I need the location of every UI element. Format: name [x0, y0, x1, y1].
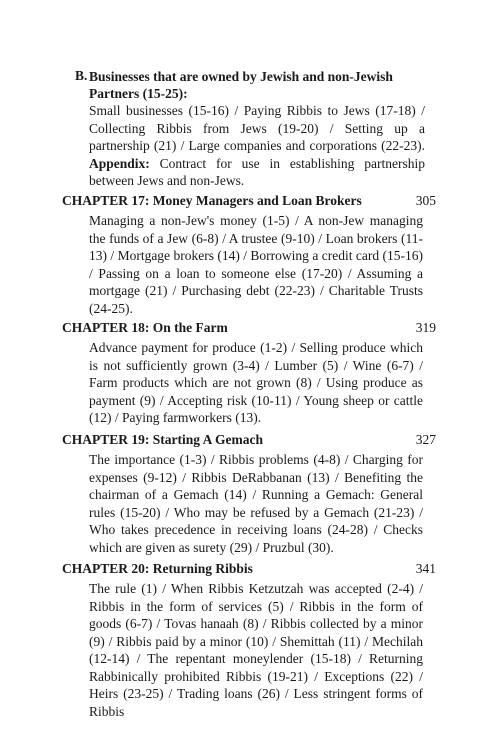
chapter-page-number: 319 [415, 320, 436, 335]
chapter-title: CHAPTER 20: Returning Ribbis [62, 561, 253, 576]
chapter-title: CHAPTER 17: Money Managers and Loan Brokers [62, 193, 362, 208]
chapter-contents: Advance payment for produce (1-2) / Selling produce which is not sufficiently grown (3-4) / Lumber (5) / Wine (6-7) / Farm products which are not grown (8) / Using produce as payment (9) / Accepting risk (10-11) / Young sheep or cattle (12) / Paying farmworkers (13). [89, 340, 423, 425]
chapter-18-entry [62, 320, 436, 427]
chapter-19-entry [62, 432, 436, 556]
chapter-contents: The rule (1) / When Ribbis Ketzutzah was accepted (2-4) / Ribbis in the form of services (5) / Ribbis in the form of goods (6-7) / Tovas hanaah (8) / Ribbis collected by a minor (9) / Ribbis paid by a minor (10) / Shemittah (11) / Mechilah (12-14) / The repentant moneylender (15-18) / Returning Rabbinically prohibited Ribbis (19-21) / Exceptions (22) / Heirs (23-25) / Trading loans (26) / Less stringent forms of Ribbis [89, 581, 423, 719]
chapter-contents: The importance (1-3) / Ribbis problems (4-8) / Charging for expenses (9-12) / Ribbis DeRabbanan (13) / Benefiting the chairman of a Gemach (14) / Running a Gemach: General rules (15-20) / Who may be refused by a Gemach (21-23) / Who takes precedence in receiving loans (24-28) / Checks which are given as surety (29) / Pruzbul (30). [89, 452, 423, 555]
section-b-letter: B. [75, 68, 88, 83]
section-b-title: Businesses that are owned by Jewish and non-Jewish Partners (15-25): [89, 69, 393, 101]
appendix-label: Appendix: [89, 155, 150, 171]
chapter-title: CHAPTER 18: On the Farm [62, 320, 228, 335]
chapter-17-entry [62, 193, 436, 317]
section-b-body [89, 102, 425, 190]
chapter-page-number: 305 [415, 193, 436, 208]
section-b-text: Small businesses (15-16) / Paying Ribbis to Jews (17-18) / Collecting Ribbis from Jews (19-20) / Setting up a partnership (21) / Large companies and corporations (22-23). [89, 103, 425, 153]
chapter-contents: Managing a non-Jew's money (1-5) / A non-Jew managing the funds of a Jew (6-8) / A trustee (9-10) / Loan brokers (11-13) / Mortgage brokers (14) / Borrowing a credit card (15-16) / Passing on a loan to someone else (17-20) / Assuming a mortgage (21) / Purchasing debt (22-23) / Charitable Trusts (24-25). [89, 213, 423, 316]
chapter-title: CHAPTER 19: Starting A Gemach [62, 432, 263, 447]
chapter-page-number: 341 [415, 561, 436, 576]
appendix-text: Contract for use in establishing partnership between Jews and non-Jews. [89, 155, 426, 188]
section-b-heading [75, 68, 425, 102]
chapter-page-number: 327 [415, 432, 436, 447]
chapter-20-entry [62, 561, 436, 720]
section-b [75, 68, 425, 190]
